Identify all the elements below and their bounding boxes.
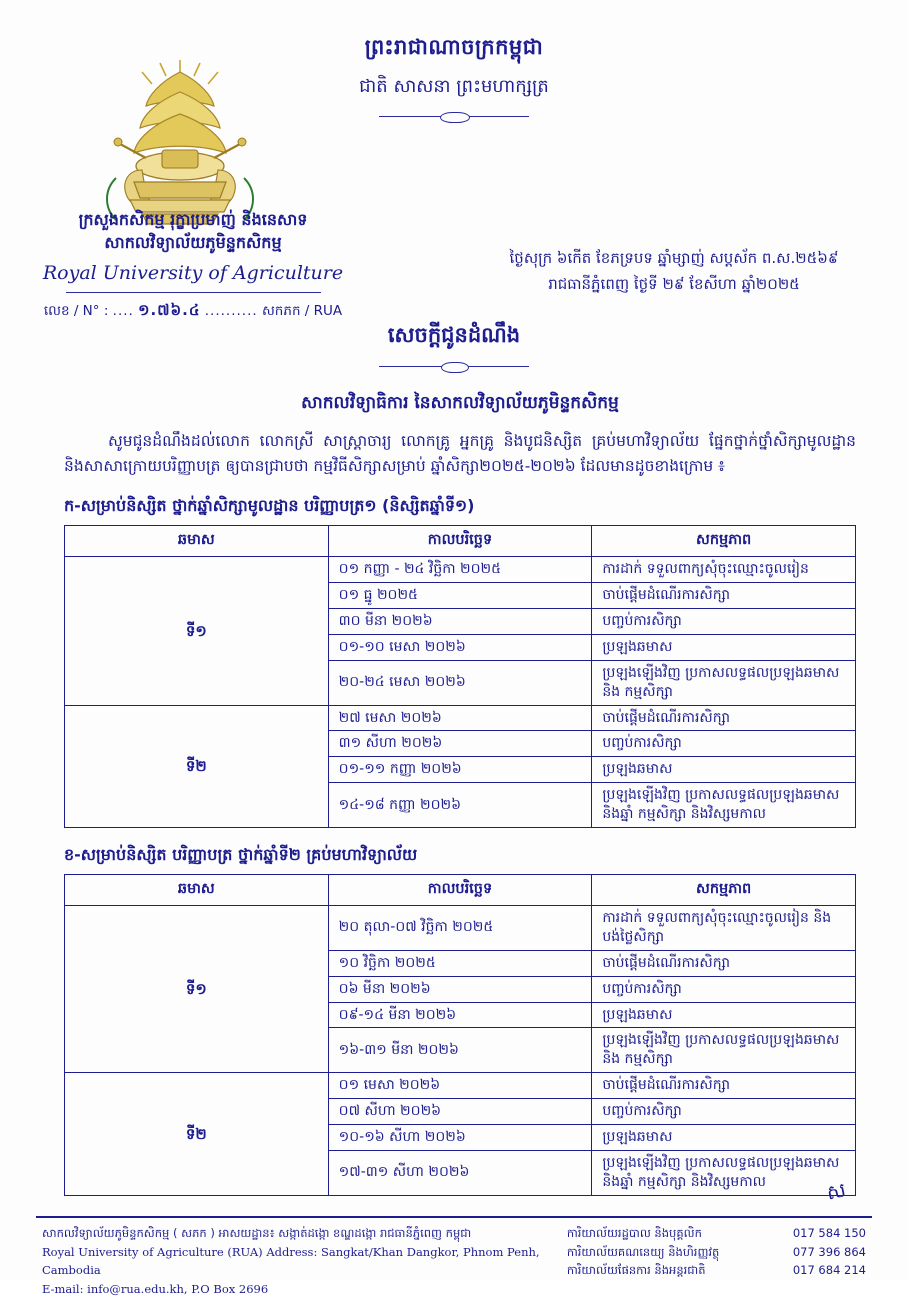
footer-email: E-mail: info@rua.edu.kh, P.O Box 2696 bbox=[42, 1281, 269, 1296]
table-row bbox=[65, 705, 856, 731]
addressee-line: សាកលវិទ្យាធិការ នៃសាកលវិទ្យាល័យភូមិន្ទកសិកម្ម bbox=[301, 393, 619, 413]
cell-date: ១០-១៦ សីហា ២០២៦ bbox=[328, 1125, 592, 1151]
cell-activity: ការដាក់ ទទួលពាក្យសុំចុះឈ្មោះចូលរៀន និង បង់ថ្លៃសិក្សា bbox=[592, 906, 856, 951]
cell-date: ០១ មេសា ២០២៦ bbox=[328, 1073, 592, 1099]
kingdom-title: ព្រះរាជាណាចក្រកម្ពុជា bbox=[364, 35, 544, 59]
contact-label: ការិយាល័យគណនេយ្យ និងហិរញ្ញវត្ថុ bbox=[566, 1244, 720, 1259]
table-row bbox=[65, 906, 856, 951]
cell-activity: បញ្ចប់ការសិក្សា bbox=[592, 609, 856, 635]
column-header-activity: សកម្មភាព bbox=[592, 875, 856, 906]
schedule-table-a bbox=[64, 525, 856, 828]
cell-date: ០៦ មីនា ២០២៦ bbox=[328, 976, 592, 1002]
contact-row bbox=[567, 1261, 866, 1280]
semester-label: ទី១ bbox=[65, 557, 329, 705]
footer bbox=[42, 1224, 866, 1299]
reference-number: ១.៧៦.៤ bbox=[138, 300, 201, 319]
cell-activity: ប្រឡងឆមាស bbox=[592, 757, 856, 783]
contact-number: 077 396 864 bbox=[792, 1244, 866, 1259]
cell-date: ២០-២៤ មេសា ២០២៦ bbox=[328, 660, 592, 705]
cell-activity: ប្រឡងឆមាស bbox=[592, 634, 856, 660]
intro-paragraph bbox=[64, 429, 856, 479]
table-header-row bbox=[65, 875, 856, 906]
contact-row bbox=[567, 1243, 866, 1262]
footer-address-kh: សាកលវិទ្យាល័យភូមិន្ទកសិកម្ម ( សភក ) អាសយដ្ឋាន៖ សង្កាត់ដង្កោ ខណ្ឌដង្កោ រាជធានីភ្នំពេញ កម្ពុជា bbox=[42, 1226, 472, 1240]
footer-contacts bbox=[567, 1224, 866, 1299]
reference-suffix: សកភក / RUA bbox=[261, 302, 343, 319]
intro-paragraph-text: សូមជូនដំណឹងដល់លោក លោកស្រី សាស្ត្រាចារ្យ លោកគ្រូ អ្នកគ្រូ និងបូជនិស្សិត គ្រប់មហាវិទ្យាល័យ ផ្នែកថ្នាក់ថ្នាំសិក្សាមូលដ្ឋាន និងសាសាក្រោយបរិញ្ញាបត្រ ឲ្យបានជ្រាបថា កម្មវិធីសិក្សាសម្រាប់ ឆ្នាំសិក្សា២០២៥-២០២៦ ដែលមានដូចខាងក្រោម ៖ bbox=[64, 432, 856, 476]
cell-activity: ចាប់ផ្តើមដំណើរការសិក្សា bbox=[592, 1073, 856, 1099]
cell-activity: បញ្ចប់ការសិក្សា bbox=[592, 731, 856, 757]
cell-activity: បញ្ចប់ការសិក្សា bbox=[592, 1099, 856, 1125]
cell-activity: ប្រឡងឡើងវិញ ប្រកាសលទ្ធផលប្រឡងឆមាស និងឆ្នាំ កម្មសិក្សា និងវិស្សមកាល bbox=[592, 783, 856, 828]
cell-date: ១៦-៣១ មីនា ២០២៦ bbox=[328, 1028, 592, 1073]
cell-date: ១៧-៣១ សីហា ២០២៦ bbox=[328, 1150, 592, 1195]
cell-date: ០៧ សីហា ២០២៦ bbox=[328, 1099, 592, 1125]
cell-activity: បញ្ចប់ការសិក្សា bbox=[592, 976, 856, 1002]
cell-activity: ប្រឡងឡើងវិញ ប្រកាសលទ្ធផលប្រឡងឆមាស និង កម្មសិក្សា bbox=[592, 1028, 856, 1073]
cell-activity: ប្រឡងឆមាស bbox=[592, 1002, 856, 1028]
cell-activity: ចាប់ផ្តើមដំណើរការសិក្សា bbox=[592, 705, 856, 731]
footer-divider bbox=[36, 1216, 872, 1218]
kingdom-motto: ជាតិ សាសនា ព្រះមហាក្សត្រ bbox=[359, 76, 549, 97]
column-header-semester: ឆមាស bbox=[65, 875, 329, 906]
section-a-title: ក-សម្រាប់និស្សិត ថ្នាក់ឆ្នាំសិក្សាមូលដ្ឋាន បរិញ្ញាបត្រ១ (និស្សិតឆ្នាំទី១) bbox=[64, 496, 475, 516]
cell-activity: ប្រឡងឆមាស bbox=[592, 1125, 856, 1151]
ministry-block bbox=[28, 208, 358, 322]
ministry-line-2: សាកលវិទ្យាល័យភូមិន្ទកសិកម្ម bbox=[104, 233, 282, 253]
reference-dots-right: .......... bbox=[204, 302, 258, 319]
semester-label: ទី២ bbox=[65, 705, 329, 827]
contact-number: 017 584 150 bbox=[792, 1226, 866, 1240]
cell-date: ១០ វិច្ឆិកា ២០២៥ bbox=[328, 950, 592, 976]
cell-date: ០១-១១ កញ្ញា ២០២៦ bbox=[328, 757, 592, 783]
cell-date: ១៤-១៨ កញ្ញា ២០២៦ bbox=[328, 783, 592, 828]
emblem-icon bbox=[86, 58, 274, 233]
cell-activity: ចាប់ផ្តើមដំណើរការសិក្សា bbox=[592, 583, 856, 609]
column-header-date: កាលបរិច្ឆេទ bbox=[328, 526, 592, 557]
document-type-divider bbox=[379, 360, 529, 372]
khmer-date: ថ្ងៃសុក្រ ៦កើត ខែភទ្របទ ឆ្នាំម្សាញ់ សប្តស័ក ព.ស.២៥៦៩ bbox=[509, 249, 839, 267]
semester-label: ទី២ bbox=[65, 1073, 329, 1195]
footer-address-en: Royal University of Agriculture (RUA) Address: Sangkat/Khan Dangkor, Phnom Penh, Cambodia bbox=[42, 1244, 540, 1278]
table-row bbox=[65, 1073, 856, 1099]
contact-number: 017 684 214 bbox=[792, 1263, 866, 1278]
reference-prefix: លេខ / N° : bbox=[43, 302, 109, 319]
table-row bbox=[65, 557, 856, 583]
cell-date: ២០ តុលា-០៧ វិច្ឆិកា ២០២៥ bbox=[328, 906, 592, 951]
ministry-rule bbox=[66, 292, 321, 293]
column-header-semester: ឆមាស bbox=[65, 526, 329, 557]
cell-date: ០១ កញ្ញា - ២៤ វិច្ឆិកា ២០២៥ bbox=[328, 557, 592, 583]
cell-date: ០១-១០ មេសា ២០២៦ bbox=[328, 634, 592, 660]
contact-label: ការិយាល័យផែនការ និងអន្តរជាតិ bbox=[566, 1263, 706, 1278]
royal-emblem bbox=[86, 58, 274, 233]
university-name-en: Royal University of Agriculture bbox=[42, 262, 344, 285]
cell-activity: ប្រឡងឡើងវិញ ប្រកាសលទ្ធផលប្រឡងឆមាស និង កម្មសិក្សា bbox=[592, 660, 856, 705]
cell-activity: ចាប់ផ្តើមដំណើរការសិក្សា bbox=[592, 950, 856, 976]
cell-date: ៣០ មីនា ២០២៦ bbox=[328, 609, 592, 635]
cell-activity: ការដាក់ ទទួលពាក្យសុំចុះឈ្មោះចូលរៀន bbox=[592, 557, 856, 583]
document-type-title: សេចក្តីជូនដំណឹង bbox=[387, 323, 521, 347]
schedule-table-b bbox=[64, 874, 856, 1196]
cell-date: ២៧ មេសា ២០២៦ bbox=[328, 705, 592, 731]
contact-row bbox=[567, 1224, 866, 1243]
date-block bbox=[504, 246, 844, 297]
column-header-activity: សកម្មភាព bbox=[592, 526, 856, 557]
cell-date: ៣១ សីហា ២០២៦ bbox=[328, 731, 592, 757]
cell-date: ០៩-១៤ មីនា ២០២៦ bbox=[328, 1002, 592, 1028]
cell-activity: ប្រឡងឡើងវិញ ប្រកាសលទ្ធផលប្រឡងឆមាស និងឆ្នាំ កម្មសិក្សា និងវិស្សមកាល bbox=[592, 1150, 856, 1195]
contact-label: ការិយាល័យរដ្ឋបាល និងបុគ្គលិក bbox=[566, 1226, 702, 1240]
header-divider bbox=[379, 111, 529, 123]
ministry-line-1: ក្រសួងកសិកម្ម រុក្ខាប្រមាញ់ និងនេសាទ bbox=[78, 210, 308, 229]
semester-label: ទី១ bbox=[65, 906, 329, 1073]
table-header-row bbox=[65, 526, 856, 557]
column-header-date: កាលបរិច្ឆេទ bbox=[328, 875, 592, 906]
cell-date: ០១ ធ្នូ ២០២៥ bbox=[328, 583, 592, 609]
section-b-title: ខ-សម្រាប់និស្សិត បរិញ្ញាបត្រ ថ្នាក់ឆ្នាំទី២ គ្រប់មហាវិទ្យាល័យ bbox=[64, 845, 418, 865]
signature-mark: ស bbox=[824, 1177, 848, 1205]
reference-dots-left: .... bbox=[112, 302, 134, 319]
document-body bbox=[64, 392, 856, 1196]
gregorian-date: រាជធានីភ្នំពេញ ថ្ងៃទី ២៩ ខែសីហា ឆ្នាំ២០២៥ bbox=[548, 274, 800, 293]
footer-address-block bbox=[42, 1224, 567, 1299]
reference-line bbox=[28, 300, 358, 322]
